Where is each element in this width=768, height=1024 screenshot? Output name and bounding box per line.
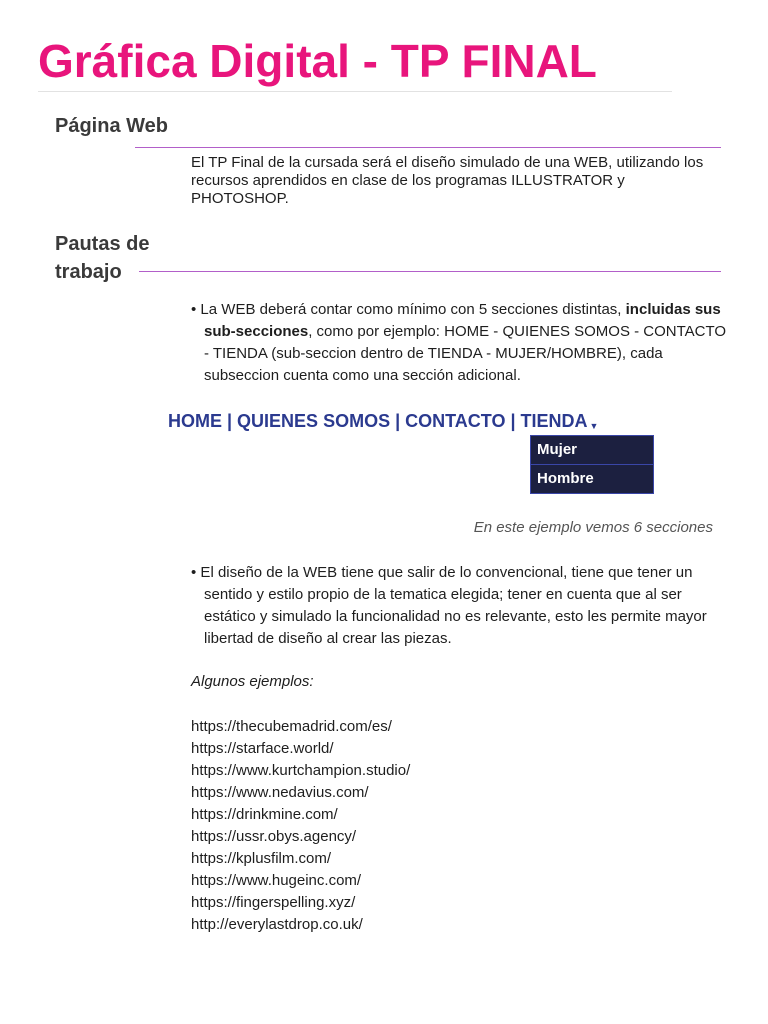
tienda-dropdown <box>530 435 654 494</box>
bullet-diseno <box>191 562 734 650</box>
nav-item-contacto[interactable]: CONTACTO <box>405 411 506 431</box>
title-divider <box>38 91 672 92</box>
example-link[interactable]: https://www.kurtchampion.studio/ <box>191 762 411 779</box>
bullet-marker: • <box>191 564 197 581</box>
example-link[interactable]: https://www.nedavius.com/ <box>191 784 369 801</box>
chevron-down-icon[interactable]: ▼ <box>589 421 599 431</box>
bullet-secciones <box>191 299 734 387</box>
section-rule-pautas <box>139 271 721 272</box>
pagina-web-body: El TP Final de la cursada será el diseño simulado de una WEB, utilizando los recursos aprendidos en clase de los programas ILLUSTRATOR y PHOTOSHOP. <box>191 154 704 207</box>
dropdown-item-hombre[interactable]: Hombre <box>537 470 594 487</box>
bullet-marker: • <box>191 301 197 318</box>
page-title: Gráfica Digital - TP FINAL <box>38 35 597 87</box>
bullet1-bold: incluidas sus sub-secciones <box>204 301 721 340</box>
nav-item-home[interactable]: HOME <box>168 411 222 431</box>
section-rule-pagina-web <box>135 147 721 148</box>
nav-separator: | <box>222 411 238 431</box>
example-link[interactable]: http://everylastdrop.co.uk/ <box>191 916 363 933</box>
example-link[interactable]: https://starface.world/ <box>191 740 334 757</box>
nav-separator: | <box>505 411 521 431</box>
nav-item-tienda[interactable]: TIENDA <box>520 411 588 431</box>
example-link[interactable]: https://kplusfilm.com/ <box>191 850 332 867</box>
example-link[interactable]: https://thecubemadrid.com/es/ <box>191 718 392 735</box>
example-link[interactable]: https://fingerspelling.xyz/ <box>191 894 356 911</box>
nav-separator: | <box>390 411 406 431</box>
example-link[interactable]: https://ussr.obys.agency/ <box>191 828 357 845</box>
example-nav <box>168 410 598 437</box>
pautas-heading-line2: trabajo <box>55 261 122 283</box>
nav-item-quienes-somos[interactable]: QUIENES SOMOS <box>237 411 391 431</box>
bullet1-pre: La WEB deberá contar como mínimo con 5 secciones distintas, <box>196 301 626 318</box>
examples-link-list <box>191 716 410 936</box>
example-link[interactable]: https://www.hugeinc.com/ <box>191 872 362 889</box>
example-link[interactable]: https://drinkmine.com/ <box>191 806 338 823</box>
bullet1-post: , como por ejemplo: HOME - QUIENES SOMOS - CONTACTO - TIENDA (sub-seccion dentro de TIENDA - MUJER/HOMBRE), cada subseccion cuenta como una sección adicional. <box>204 323 727 384</box>
examples-label: Algunos ejemplos: <box>191 673 314 690</box>
bullet2-text: El diseño de la WEB tiene que salir de lo convencional, tiene que tener un sentido y estilo propio de la tematica elegida; tener en cuenta que al ser estático y simulado la funcionalidad no es relevante, esto les permite mayor libertad de diseño al crear las piezas. <box>196 564 707 647</box>
example-caption: En este ejemplo vemos 6 secciones <box>473 519 713 536</box>
section-heading-pagina-web: Página Web <box>55 115 168 137</box>
pautas-heading-line1: Pautas de <box>55 233 150 255</box>
dropdown-item-mujer[interactable]: Mujer <box>531 436 653 465</box>
section-heading-pautas <box>55 230 149 286</box>
